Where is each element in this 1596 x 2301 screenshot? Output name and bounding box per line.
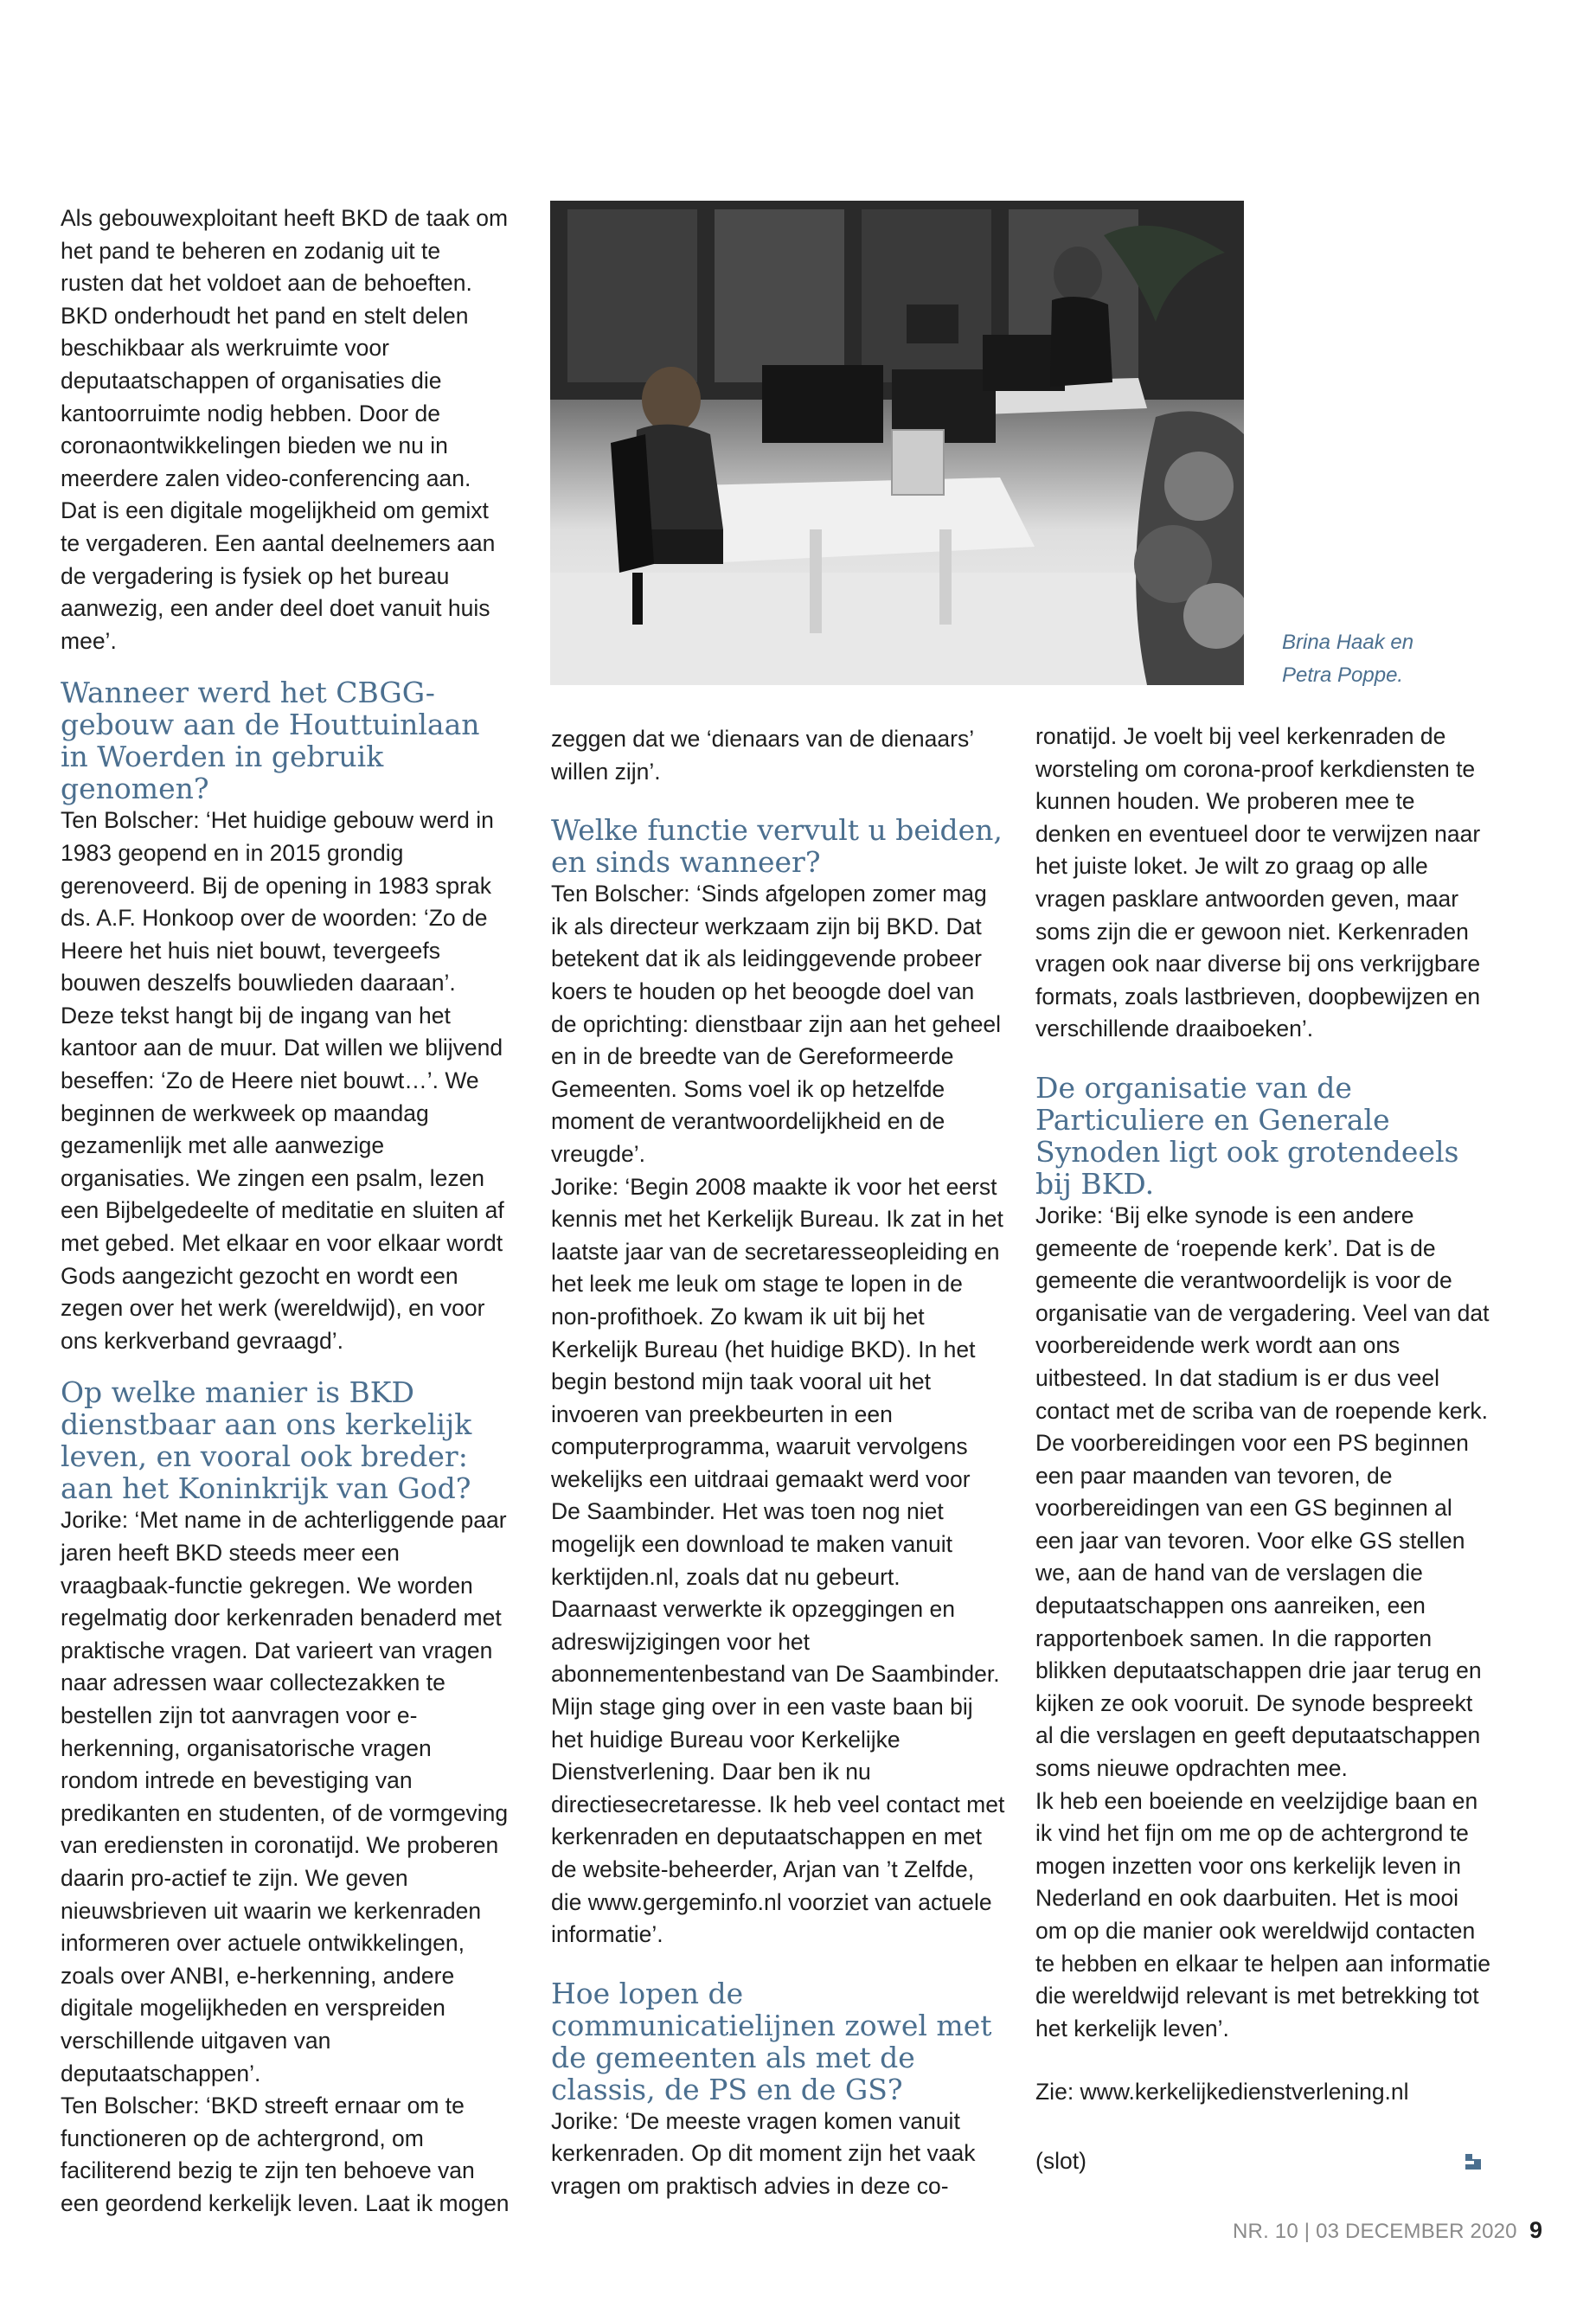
left-column <box>61 202 510 2220</box>
saambinder-end-icon <box>1462 2150 1484 2173</box>
website-reference: Zie: www.kerkelijkedienstverlening.nl <box>1035 2079 1409 2106</box>
caption-line: Brina Haak en <box>1282 631 1414 654</box>
body-paragraph: Ten Bolscher: ‘Het huidige gebouw werd in 1983 geopend en in 2015 grondig gerenoveerd. Bij de opening in 1983 sprak ds. A.F. Honkoop over de woorden: ‘Zo de Heere het huis niet bouwt, tevergeefs bouwen deszelfs bouwlieden daaraan’. Deze tekst hangt bij de ingang van het kantoor aan de muur. Dat willen we blijvend beseffen: ‘Zo de Heere niet bouwt…’. We beginnen de werkweek op maandag gezamenlijk met alle aanwezige organisaties. We zingen een psalm, lezen een Bijbelgedeelte of meditatie en sluiten af met gebed. Met elkaar en voor elkaar wordt Gods aangezicht gezocht en wordt een zegen over het werk (wereldwijd), en voor ons kerkverband gevraagd’. <box>61 807 504 1354</box>
section-heading: Op welke manier is BKD dienstbaar aan ons kerkelijk leven, en vooral ook breder: aan het Koninkrijk van God? <box>61 1375 472 1506</box>
body-paragraph: Ten Bolscher: ‘BKD streeft ernaar om te functioneren op de achtergrond, om faciliterend bezig te zijn ten behoeve van een geordend kerkelijk leven. Laat ik mogen <box>61 2093 510 2216</box>
body-paragraph: Ten Bolscher: ‘Sinds afgelopen zomer mag ik als directeur werkzaam zijn bij BKD. Dat betekent dat ik als leidinggevende probeer koers te houden op het beoogde doel van de oprichting: dienstbaar zijn aan het geheel en in de breedte van de Gereformeerde Gemeenten. Soms voel ik op hetzelfde moment de verantwoordelijkheid en de vreugde’. <box>551 881 1002 1167</box>
right-column <box>1035 721 1494 2109</box>
office-photo-illustration <box>550 201 1244 685</box>
body-paragraph: Jorike: ‘De meeste vragen komen vanuit kerkenraden. Op dit moment zijn het vaak vragen om praktisch advies in deze co- <box>551 2107 976 2199</box>
photo-caption <box>1282 626 1455 692</box>
caption-line: Petra Poppe. <box>1282 663 1404 687</box>
body-paragraph: Als gebouwexploitant heeft BKD de taak om het pand te beheren en zodanig uit te rusten dat het voldoet aan de behoeften. BKD onderhoudt het pand en stelt delen beschikbaar als werkruimte voor deputaatschappen of organisaties die kantoorruimte nodig hebben. Door de coronaontwikkelingen bieden we nu in meerdere zalen video-conferencing aan. Dat is een digitale mogelijkheid om gemixt te vergaderen. Een aantal deelnemers aan de vergadering is fysiek op het bureau aanwezig, een ander deel doet vanuit huis mee’. <box>61 205 509 654</box>
section-heading: Wanneer werd het CBGG-gebouw aan de Houttuinlaan in Woerden in gebruik genomen? <box>61 676 480 806</box>
footer-issue: NR. 10 | 03 DECEMBER 2020 <box>1233 2220 1517 2243</box>
end-note: (slot) <box>1035 2148 1086 2174</box>
body-paragraph: Jorike: ‘Met name in de achterliggende paar jaren heeft BKD steeds meer een vraagbaak-functie gekregen. We worden regelmatig door kerkenraden benaderd met praktische vragen. Dat varieert van vragen naar adressen waar collectezakken te bestellen zijn tot aanvragen voor e-herkenning, organisatorische vragen rondom intrede en bevestiging van predikanten en studenten, of de vormgeving van erediensten in coronatijd. We proberen daarin pro-actief te zijn. We geven nieuwsbrieven uit waarin we kerkenraden informeren over actuele ontwikkelingen, zoals over ANBI, e-herkenning, andere digitale mogelijkheden en verspreiden verschillende uitgaven van deputaatschappen’. <box>61 1507 509 2086</box>
page-number: 9 <box>1529 2217 1543 2243</box>
office-photo <box>550 201 1244 685</box>
section-heading: Hoe lopen de communicatielijnen zowel met de gemeenten als met de classis, de PS en de GS? <box>551 1976 992 2106</box>
section-heading: De organisatie van de Particuliere en Generale Synoden ligt ook grotendeels bij BKD. <box>1035 1070 1459 1201</box>
middle-column <box>551 723 1005 2203</box>
body-paragraph: Jorike: ‘Begin 2008 maakte ik voor het eerst kennis met het Kerkelijk Bureau. Ik zat in het laatste jaar van de secretaresseopleiding en het leek me leuk om stage te lopen in de non-profithoek. Zo kwam ik uit bij het Kerkelijk Bureau (het huidige BKD). In het begin bestond mijn taak vooral uit het invoeren van preekbeurten in een computerprogramma, waaruit vervolgens wekelijks een uitdraai gemaakt werd voor De Saambinder. Het was toen nog niet mogelijk een download te maken vanuit kerktijden.nl, zoals dat nu gebeurt. Daarnaast verwerkte ik opzeggingen en adreswijzigingen voor het abonnementenbestand van De Saambinder. Mijn stage ging over in een vaste baan bij het huidige Bureau voor Kerkelijke Dienstverlening. Daar ben ik nu directiesecretaresse. Ik heb veel contact met kerkenraden en deputaatschappen en met de website-beheerder, Arjan van ’t Zelfde, die www.gergeminfo.nl voorziet van actuele informatie’. <box>551 1173 1005 1948</box>
body-paragraph: Jorike: ‘Bij elke synode is een andere gemeente de ‘roepende kerk’. Dat is de gemeente die verantwoordelijk is voor de organisatie van de vergadering. Veel van dat voorbereidende werk wordt aan ons uitbesteed. In dat stadium is er dus veel contact met de scriba van de roepende kerk. De voorbereidingen voor een PS beginnen een paar maanden van tevoren, de voorbereidingen van een GS beginnen al een jaar van tevoren. Voor elke GS stellen we, aan de hand van de verslagen die deputaatschappen ons aanreiken, een rapportenboek samen. In die rapporten blikken deputaatschappen drie jaar terug en kijken ze ook vooruit. De synode bespreekt al die verslagen en geeft deputaatschappen soms nieuwe opdrachten mee. <box>1035 1202 1490 1782</box>
section-heading: Welke functie vervult u beiden, en sinds wanneer? <box>551 813 1003 880</box>
body-paragraph: Ik heb een boeiende en veelzijdige baan en ik vind het fijn om me op de achtergrond te mogen inzetten voor ons kerkelijk leven in Nederland en ook daarbuiten. Het is mooi om op die manier ook wereldwijd contacten te hebben en elkaar te helpen aan informatie die wereldwijd relevant is met betrekking tot het kerkelijk leven’. <box>1035 1787 1490 2041</box>
body-paragraph: ronatijd. Je voelt bij veel kerkenraden de worsteling om corona-proof kerkdiensten te kunnen houden. We proberen mee te denken en eventueel door te verwijzen naar het juiste loket. Je wilt zo graag op alle vragen pasklare antwoorden geven, maar soms zijn die er gewoon niet. Kerkenraden vragen ook naar diverse bij ons verkrijgbare formats, zoals lastbrieven, doopbewijzen en verschillende draaiboeken’. <box>1035 723 1481 1042</box>
body-paragraph: zeggen dat we ‘dienaars van de dienaars’ willen zijn’. <box>551 726 974 785</box>
